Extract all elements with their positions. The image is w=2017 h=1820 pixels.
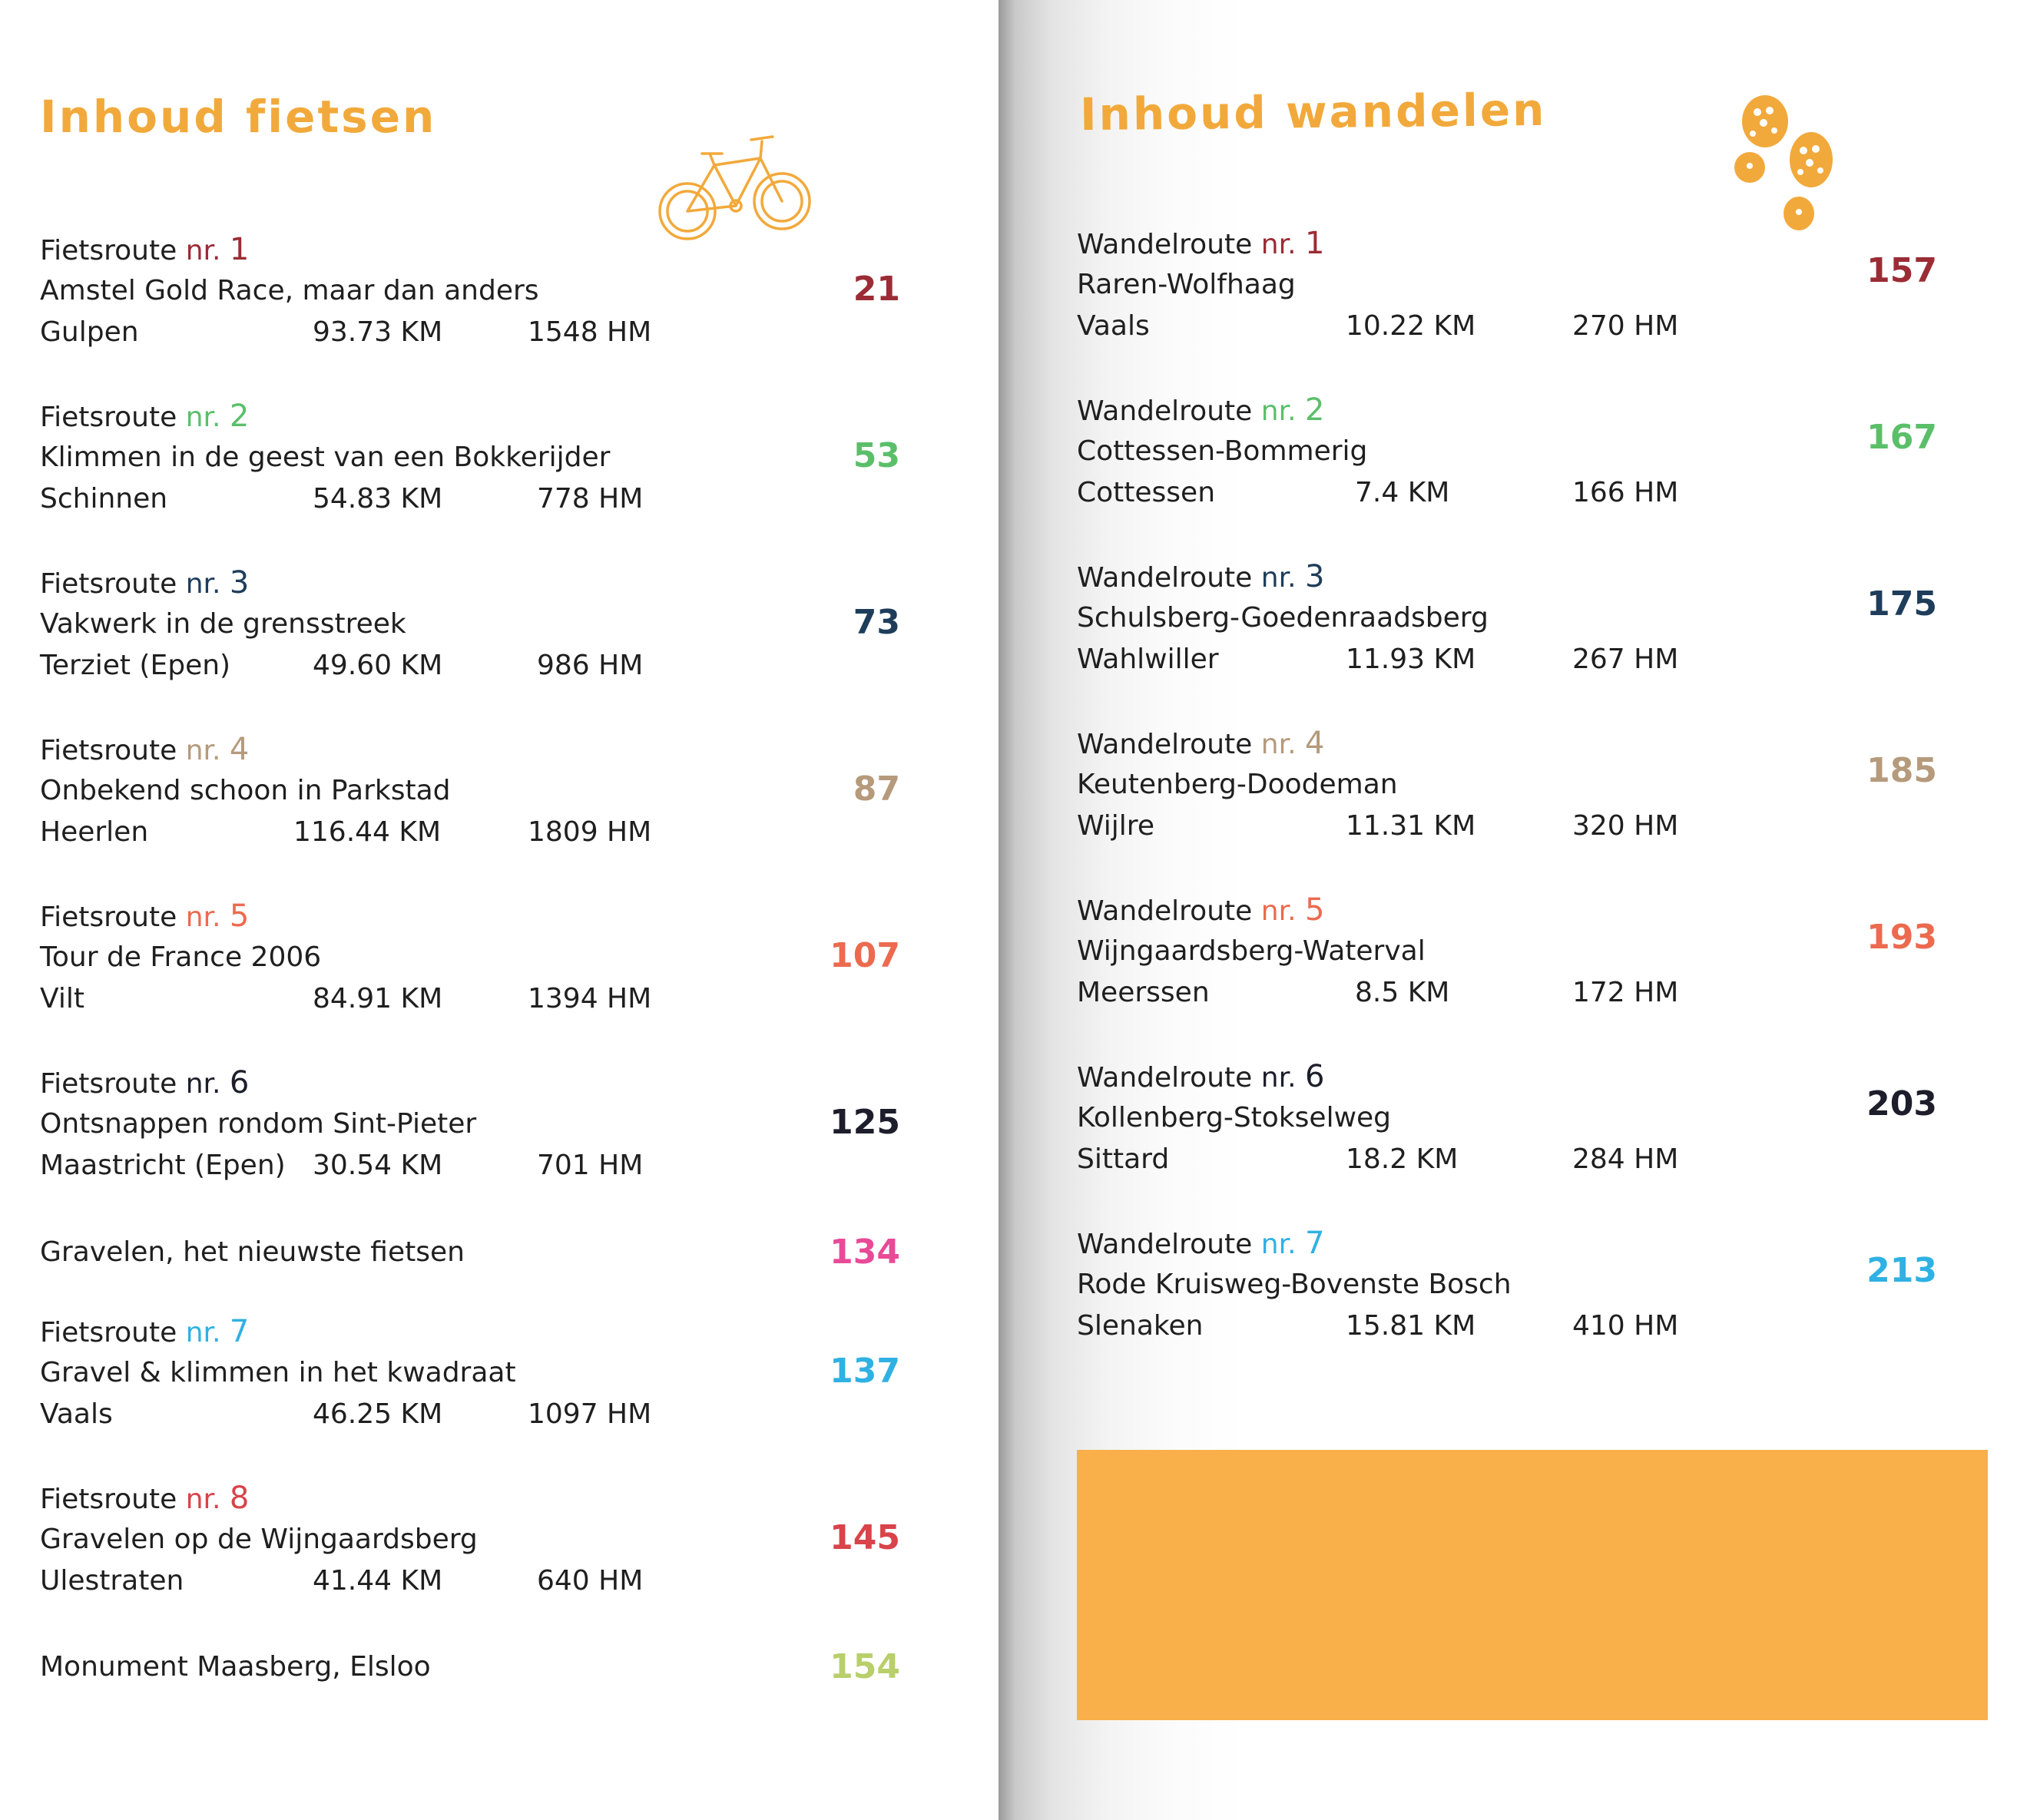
route-name: Raren-Wolfhaag xyxy=(1077,269,1296,300)
route-label: Wandelroute xyxy=(1077,562,1253,594)
route-elevation: 320 HM xyxy=(1572,810,1679,842)
route-nr: nr. xyxy=(1260,729,1297,760)
route-number: 4 xyxy=(229,732,250,767)
route-nr: nr. xyxy=(1260,1229,1297,1260)
cycling-extra-monument[interactable] xyxy=(40,1646,900,1693)
cycling-route-4[interactable] xyxy=(40,729,900,859)
walking-route-4[interactable] xyxy=(1077,723,1945,853)
route-start: Vaals xyxy=(1077,310,1150,342)
route-label: Fietsroute xyxy=(40,902,177,933)
route-page-number: 145 xyxy=(830,1518,900,1557)
route-label: Wandelroute xyxy=(1077,1229,1253,1260)
cycling-extra-gravel[interactable] xyxy=(40,1232,900,1278)
route-nr: nr. xyxy=(185,902,221,933)
route-nr: nr. xyxy=(185,402,221,433)
route-start: Cottessen xyxy=(1077,477,1216,508)
route-name: Kollenberg-Stokselweg xyxy=(1077,1102,1392,1133)
route-elevation: 166 HM xyxy=(1572,477,1679,508)
route-nr: nr. xyxy=(185,1068,221,1100)
route-page-number: 193 xyxy=(1866,918,1937,957)
route-name: Onbekend schoon in Parkstad xyxy=(40,775,451,806)
route-distance: 116.44 KM xyxy=(293,816,442,848)
route-number: 3 xyxy=(1304,559,1325,594)
extra-page-number: 154 xyxy=(830,1647,900,1686)
route-start: Schinnen xyxy=(40,483,168,515)
walking-route-2[interactable] xyxy=(1077,389,1945,520)
left-page xyxy=(0,0,999,1820)
route-elevation: 270 HM xyxy=(1572,310,1679,342)
route-elevation: 701 HM xyxy=(537,1150,644,1181)
route-label: Wandelroute xyxy=(1077,1062,1253,1094)
route-elevation: 1394 HM xyxy=(528,983,652,1014)
route-name: Rode Kruisweg-Bovenste Bosch xyxy=(1077,1269,1512,1300)
route-number: 6 xyxy=(1304,1059,1325,1094)
route-elevation: 410 HM xyxy=(1572,1310,1679,1342)
cycling-route-6[interactable] xyxy=(40,1062,900,1193)
route-distance: 49.60 KM xyxy=(313,650,443,681)
cycling-route-8[interactable] xyxy=(40,1478,900,1608)
route-label: Fietsroute xyxy=(40,1317,177,1348)
walking-route-3[interactable] xyxy=(1077,556,1945,687)
route-name: Gravel & klimmen in het kwadraat xyxy=(40,1357,516,1388)
route-number: 8 xyxy=(229,1481,250,1516)
route-distance: 18.2 KM xyxy=(1346,1143,1459,1175)
route-name: Cottessen-Bommerig xyxy=(1077,435,1368,467)
route-distance: 7.4 KM xyxy=(1355,477,1450,508)
route-number: 4 xyxy=(1304,726,1325,761)
route-distance: 54.83 KM xyxy=(313,483,443,515)
route-name: Amstel Gold Race, maar dan anders xyxy=(40,275,539,306)
route-name: Klimmen in de geest van een Bokkerijder xyxy=(40,442,611,473)
route-distance: 11.93 KM xyxy=(1346,644,1476,675)
route-start: Maastricht (Epen) xyxy=(40,1150,286,1181)
route-elevation: 1097 HM xyxy=(528,1398,652,1430)
route-nr: nr. xyxy=(185,1317,221,1348)
route-nr: nr. xyxy=(1260,562,1297,594)
route-start: Sittard xyxy=(1077,1143,1170,1175)
route-number: 7 xyxy=(229,1314,250,1349)
route-elevation: 986 HM xyxy=(537,650,644,681)
route-distance: 93.73 KM xyxy=(313,316,443,348)
route-number: 5 xyxy=(1304,892,1325,928)
route-label: Fietsroute xyxy=(40,735,177,766)
route-page-number: 157 xyxy=(1866,251,1937,290)
route-nr: nr. xyxy=(1260,895,1297,927)
route-label: Fietsroute xyxy=(40,1068,177,1100)
cycling-route-7[interactable] xyxy=(40,1311,900,1441)
route-label: Fietsroute xyxy=(40,568,177,600)
route-elevation: 640 HM xyxy=(537,1565,644,1597)
extra-title: Monument Maasberg, Elsloo xyxy=(40,1651,431,1683)
walking-route-6[interactable] xyxy=(1077,1056,1945,1186)
route-page-number: 137 xyxy=(830,1352,900,1391)
route-name: Keutenberg-Doodeman xyxy=(1077,769,1398,800)
route-label: Wandelroute xyxy=(1077,895,1253,927)
route-label: Wandelroute xyxy=(1077,729,1253,760)
route-distance: 84.91 KM xyxy=(313,983,443,1014)
cycling-route-2[interactable] xyxy=(40,395,900,526)
route-number: 2 xyxy=(1304,392,1325,428)
route-elevation: 778 HM xyxy=(537,483,644,515)
route-page-number: 167 xyxy=(1866,418,1937,457)
route-elevation: 284 HM xyxy=(1572,1143,1679,1175)
route-page-number: 21 xyxy=(853,270,900,309)
route-nr: nr. xyxy=(1260,395,1297,427)
route-elevation: 267 HM xyxy=(1572,644,1679,675)
route-page-number: 107 xyxy=(830,936,900,975)
route-start: Wahlwiller xyxy=(1077,644,1219,675)
route-number: 6 xyxy=(229,1065,250,1100)
route-name: Wijngaardsberg-Waterval xyxy=(1077,935,1426,967)
extra-title: Gravelen, het nieuwste fietsen xyxy=(40,1236,465,1268)
cycling-route-3[interactable] xyxy=(40,562,900,693)
route-distance: 10.22 KM xyxy=(1346,310,1476,342)
route-elevation: 1809 HM xyxy=(528,816,652,848)
route-page-number: 73 xyxy=(853,603,900,642)
route-start: Heerlen xyxy=(40,816,149,848)
route-name: Tour de France 2006 xyxy=(40,941,322,973)
route-name: Gravelen op de Wijngaardsberg xyxy=(40,1524,478,1555)
route-nr: nr. xyxy=(1260,1062,1297,1094)
route-start: Ulestraten xyxy=(40,1565,184,1597)
route-page-number: 175 xyxy=(1866,584,1937,624)
route-name: Vakwerk in de grensstreek xyxy=(40,608,406,640)
route-start: Slenaken xyxy=(1077,1310,1204,1342)
route-page-number: 185 xyxy=(1866,751,1937,790)
route-page-number: 53 xyxy=(853,436,900,475)
route-nr: nr. xyxy=(185,568,221,600)
orange-color-block xyxy=(1077,1450,1988,1720)
route-label: Fietsroute xyxy=(40,235,177,266)
route-nr: nr. xyxy=(185,1484,221,1515)
route-elevation: 1548 HM xyxy=(528,316,652,348)
cycling-route-5[interactable] xyxy=(40,895,900,1026)
route-nr: nr. xyxy=(185,735,221,766)
route-name: Ontsnappen rondom Sint-Pieter xyxy=(40,1108,477,1140)
route-distance: 11.31 KM xyxy=(1346,810,1476,842)
route-page-number: 87 xyxy=(853,769,900,809)
route-nr: nr. xyxy=(1260,229,1297,260)
route-number: 1 xyxy=(1304,226,1325,261)
route-start: Wijlre xyxy=(1077,810,1154,842)
route-distance: 41.44 KM xyxy=(313,1565,443,1597)
route-label: Fietsroute xyxy=(40,402,177,433)
route-start: Vilt xyxy=(40,983,84,1014)
route-distance: 8.5 KM xyxy=(1355,977,1450,1008)
extra-page-number: 134 xyxy=(830,1233,900,1272)
route-distance: 46.25 KM xyxy=(313,1398,443,1430)
route-start: Vaals xyxy=(40,1398,113,1430)
route-number: 1 xyxy=(229,232,250,267)
route-number: 7 xyxy=(1304,1226,1325,1261)
walking-contents-title: Inhoud wandelen xyxy=(1079,83,1547,141)
route-start: Terziet (Epen) xyxy=(40,650,231,681)
route-page-number: 213 xyxy=(1866,1251,1937,1290)
route-number: 2 xyxy=(229,399,250,434)
route-number: 5 xyxy=(229,898,250,934)
route-distance: 30.54 KM xyxy=(313,1150,443,1181)
route-nr: nr. xyxy=(185,235,221,266)
cycling-contents-title: Inhoud fietsen xyxy=(40,91,437,143)
footprints-icon xyxy=(1719,91,1842,244)
route-label: Wandelroute xyxy=(1077,229,1253,260)
route-label: Wandelroute xyxy=(1077,395,1253,427)
walking-route-5[interactable] xyxy=(1077,889,1945,1020)
route-distance: 15.81 KM xyxy=(1346,1310,1476,1342)
route-label: Fietsroute xyxy=(40,1484,177,1515)
cycling-route-1[interactable] xyxy=(40,229,900,359)
route-start: Meerssen xyxy=(1077,977,1210,1008)
route-page-number: 203 xyxy=(1866,1084,1937,1123)
walking-route-1[interactable] xyxy=(1077,223,1945,353)
route-start: Gulpen xyxy=(40,316,139,348)
route-page-number: 125 xyxy=(830,1103,900,1142)
route-elevation: 172 HM xyxy=(1572,977,1679,1008)
route-name: Schulsberg-Goedenraadsberg xyxy=(1077,602,1489,634)
route-number: 3 xyxy=(229,565,250,601)
walking-route-7[interactable] xyxy=(1077,1223,1945,1353)
